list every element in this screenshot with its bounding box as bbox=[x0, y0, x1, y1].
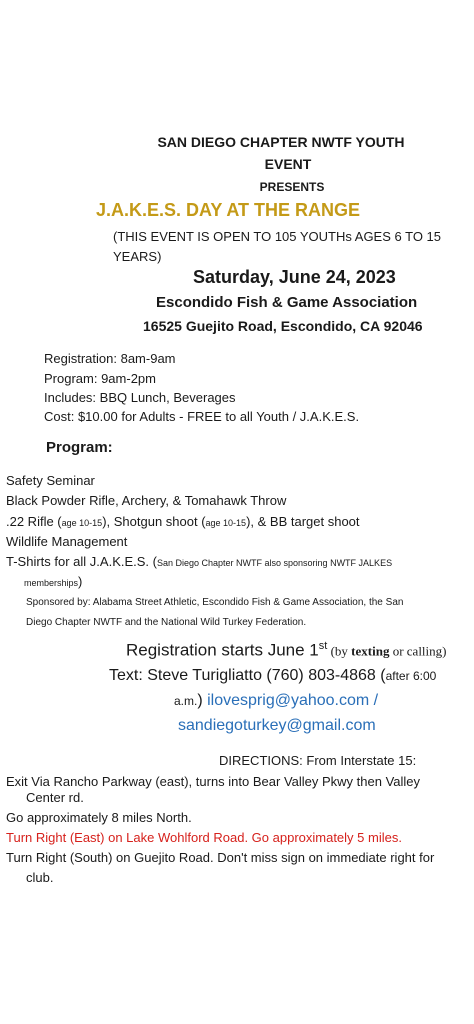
directions-step-4-cont: club. bbox=[26, 870, 54, 885]
email-sandiegoturkey-link[interactable]: sandiegoturkey@gmail.com bbox=[178, 717, 376, 734]
program-time: Program: 9am-2pm bbox=[44, 371, 156, 386]
tshirt-note-cont: memberships bbox=[24, 578, 79, 588]
directions-step-1: Exit Via Rancho Parkway (east), turns into Bear Valley Pkwy then Valley bbox=[6, 774, 421, 789]
program-heading: Program: bbox=[46, 439, 113, 456]
eligibility-note-line-2: YEARS) bbox=[113, 249, 162, 264]
text-span: ) bbox=[78, 574, 83, 589]
text-span: texting bbox=[351, 643, 390, 659]
text-span: ), & BB target shoot bbox=[246, 514, 360, 529]
text-span: T-Shirts for all J.A.K.E.S. ( bbox=[6, 554, 157, 569]
sponsor-line-1: Sponsored by: Alabama Street Athletic, Escondido Fish & Game Association, the San bbox=[26, 597, 404, 608]
email-ilovesprig-link[interactable]: ilovesprig@yahoo.com / bbox=[207, 692, 379, 709]
header-line-2: EVENT bbox=[264, 156, 312, 172]
directions-step-3: Turn Right (East) on Lake Wohlford Road. Go approximately 5 miles. bbox=[6, 830, 402, 845]
age-note: age 10-15 bbox=[61, 518, 103, 528]
after-time: after 6:00 bbox=[385, 669, 437, 683]
program-item-tshirts-cont bbox=[6, 572, 82, 593]
age-note: age 10-15 bbox=[205, 518, 247, 528]
includes-info: Includes: BBQ Lunch, Beverages bbox=[44, 390, 236, 405]
text-span: a.m. bbox=[174, 694, 198, 708]
eligibility-note-line-1: (THIS EVENT IS OPEN TO 105 YOUTHs AGES 6 TO 15 bbox=[113, 229, 442, 244]
text-span: ), Shotgun shoot ( bbox=[102, 514, 206, 529]
program-item-shooting: Black Powder Rifle, Archery, & Tomahawk Throw bbox=[6, 493, 287, 508]
text-span: Registration starts June 1 bbox=[126, 640, 319, 660]
event-title: J.A.K.E.S. DAY AT THE RANGE bbox=[96, 200, 361, 220]
program-item-tshirts bbox=[6, 552, 392, 573]
contact-line bbox=[109, 667, 436, 685]
directions-heading: DIRECTIONS: From Interstate 15: bbox=[219, 753, 417, 768]
tshirt-note: San Diego Chapter NWTF also sponsoring NWTF JALKES bbox=[156, 558, 393, 568]
registration-time: Registration: 8am-9am bbox=[44, 351, 176, 366]
text-span: ) bbox=[197, 692, 208, 709]
sponsor-line-2: Diego Chapter NWTF and the National Wild Turkey Federation. bbox=[26, 617, 307, 628]
registration-start bbox=[126, 640, 447, 661]
event-date: Saturday, June 24, 2023 bbox=[193, 267, 396, 287]
ordinal-suffix: st bbox=[318, 640, 328, 652]
directions-step-2: Go approximately 8 miles North. bbox=[6, 810, 192, 825]
directions-step-4: Turn Right (South) on Guejito Road. Don't miss sign on immediate right for bbox=[6, 850, 435, 865]
email-line-1 bbox=[174, 692, 378, 710]
venue-name: Escondido Fish & Game Association bbox=[156, 294, 418, 311]
cost-info: Cost: $10.00 for Adults - FREE to all Youth / J.A.K.E.S. bbox=[44, 409, 360, 424]
header-line-1: SAN DIEGO CHAPTER NWTF YOUTH bbox=[157, 134, 405, 150]
venue-address: 16525 Guejito Road, Escondido, CA 92046 bbox=[143, 318, 423, 334]
text-span: .22 Rifle ( bbox=[6, 514, 62, 529]
text-span: Text: Steve Turigliatto (760) 803-4868 ( bbox=[109, 667, 386, 684]
program-item-rifles bbox=[6, 512, 360, 533]
program-item-safety: Safety Seminar bbox=[6, 473, 95, 488]
program-item-wildlife: Wildlife Management bbox=[6, 534, 128, 549]
text-span: or calling) bbox=[389, 643, 447, 659]
presents-label: PRESENTS bbox=[259, 180, 325, 194]
directions-step-1-cont: Center rd. bbox=[26, 790, 84, 805]
text-span: (by bbox=[327, 643, 352, 659]
